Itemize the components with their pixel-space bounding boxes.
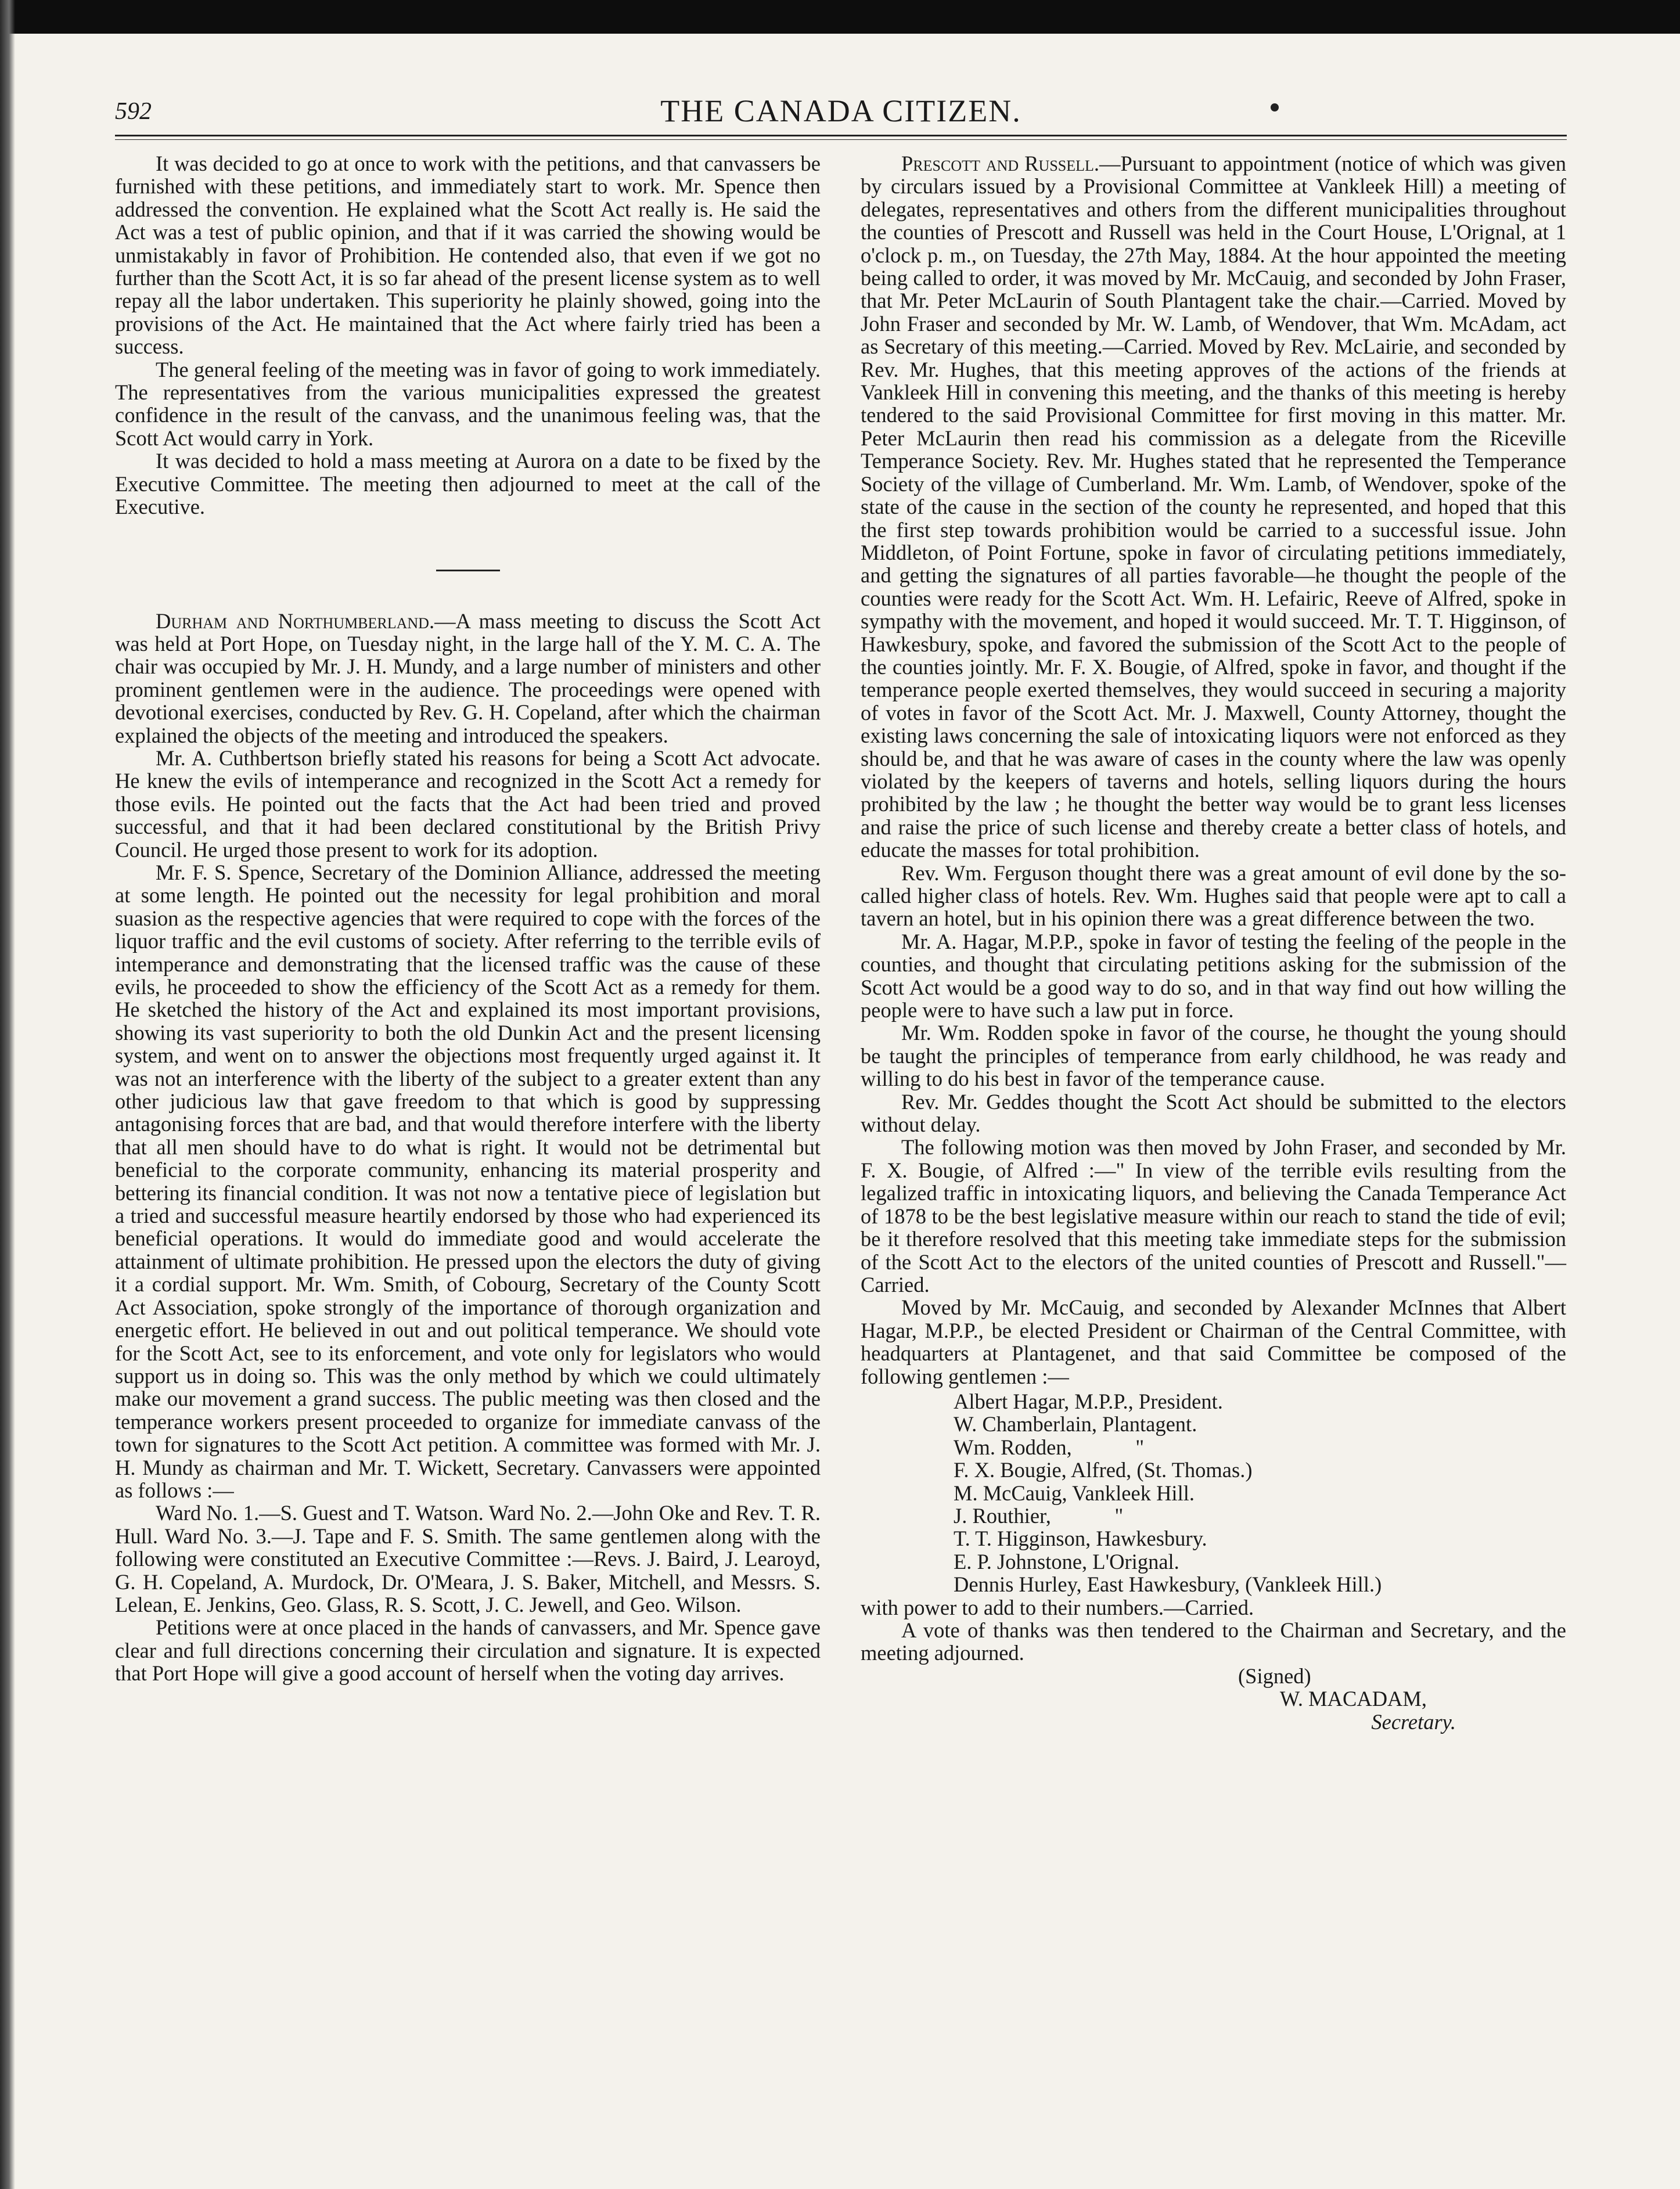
journal-title: THE CANADA CITIZEN. — [660, 93, 1021, 128]
york-paragraph-1: It was decided to go at once to work with the petitions, and that canvassers be furnished with these petitions, and immediately start to work. Mr. Spence then addressed the convention. He explained what the Scott Act really is. He said the Act was a test of public opinion, and that if it was carried the showing would be unmistakably in favor of Prohibition. He contended also, that even if we got no further than the Scott Act, it is so far ahead of the present license system as to well repay all the labor undertaken. This superiority he plainly showed, going into the provisions of the Act. He maintained that the Act where fairly tried has been a success. — [115, 152, 821, 359]
prescott-paragraph-5: Rev. Mr. Geddes thought the Scott Act should be submitted to the electors without delay. — [861, 1089, 1566, 1137]
closing-line: with power to add to their numbers.—Carried. — [861, 1595, 1254, 1619]
durham-heading: Durham and Northumberland. — [156, 609, 435, 633]
committee-member: F. X. Bougie, Alfred, (St. Thomas.) — [954, 1458, 1253, 1482]
prescott-paragraph-2: Rev. Wm. Ferguson thought there was a great amount of evil done by the so-called higher class of hotels. Rev. Wm. Hughes said that people were apt to call a tavern an hotel, but in his opinion there was a great difference between the two. — [861, 861, 1566, 931]
printer-mark — [1271, 103, 1279, 111]
signer-name: W. MACADAM, — [1279, 1687, 1427, 1711]
committee-member: M. McCauig, Vankleek Hill. — [954, 1481, 1195, 1505]
header-rule-thin — [115, 139, 1567, 140]
durham-paragraph-1 — [115, 610, 821, 747]
prescott-paragraph-4: Mr. Wm. Rodden spoke in favor of the course, he thought the young should be taught the principles of temperance from early childhood, he was ready and willing to do his best in favor of the temperance cause. — [861, 1021, 1566, 1091]
committee-member: E. P. Johnstone, L'Orignal. — [954, 1549, 1179, 1574]
section-divider — [436, 570, 500, 571]
committee-member-list — [861, 1390, 1566, 1596]
signed-label: (Signed) — [1238, 1664, 1311, 1688]
committee-member: Dennis Hurley, East Hawkesbury, (Vankleek Hill.) — [954, 1572, 1382, 1597]
durham-lead: —A mass meeting to discuss the Scott Act was held at Port Hope, on Tuesday night, in the large hall of the Y. M. C. A. The chair was occupied by Mr. J. H. Mundy, and a large number of ministers and other prominent gentlemen were in the audience. The proceedings were opened with devotional exercises, conducted by Rev. G. H. Copeland, after which the chairman explained the objects of the meeting and introduced the speakers. — [115, 609, 821, 747]
durham-paragraph-3: Mr. F. S. Spence, Secretary of the Dominion Alliance, addressed the meeting at some length. He pointed out the necessity for legal prohibition and moral suasion as the respective agencies that were required to cope with the forces of the liquor traffic and the evil customs of society. After referring to the terrible evils of intemperance and demonstrating that the licensed traffic was the cause of these evils, he proceeded to show the efficiency of the Scott Act as a remedy for them. He sketched the history of the Act and explained its most important provisions, showing its vast superiority to both the old Dunkin Act and the present licensing system, and went on to answer the objections most frequently urged against it. It was not an interference with the liberty of the subject to a greater extent than any other judicious law that gave freedom to that which is good by suppressing antagonising forces that are bad, and that would therefore interfere with the liberty that all men should have to do what is right. It would not be detrimental but beneficial to the corporate community, enhancing its material prosperity and bettering its financial condition. It was not now a tentative piece of legislation but a tried and successful measure heartily endorsed by those who had experienced its beneficial operations. It would do immediate good and would accelerate the attainment of ultimate prohibition. He pressed upon the electors the duty of giving it a cordial support. Mr. Wm. Smith, of Cobourg, Secretary of the County Scott Act Association, spoke strongly of the importance of thorough organization and energetic effort. He believed in out and out political temperance. We should vote for the Scott Act, see to its enforcement, and vote only for legislators who would support us in doing so. This was the only method by which we could ultimately make our movement a grand success. The public meeting was then closed and the temperance workers present proceeded to organize for immediate canvass of the town for signatures to the Scott Act petition. A committee was formed with Mr. J. H. Mundy as chairman and Mr. T. Wickett, Secretary. Canvassers were appointed as follows :— — [115, 860, 821, 1502]
vote-of-thanks: A vote of thanks was then tendered to the Chairman and Secretary, and the meeting adjourned. — [861, 1618, 1566, 1665]
durham-paragraph-2: Mr. A. Cuthbertson briefly stated his reasons for being a Scott Act advocate. He knew the evils of intemperance and recognized in the Scott Act a remedy for those evils. He pointed out the facts that the Act had been tried and proved successful, and that it had been declared constitutional by the British Privy Council. He urged those present to work for its adoption. — [115, 746, 821, 862]
prescott-heading: Prescott and Russell. — [901, 152, 1100, 175]
committee-member: J. Routhier, " — [954, 1503, 1124, 1528]
committee-member: Wm. Rodden, " — [954, 1435, 1145, 1459]
durham-paragraph-4: Ward No. 1.—S. Guest and T. Watson. Ward No. 2.—John Oke and Rev. T. R. Hull. Ward No. 3.—J. Tape and F. S. Smith. The same gentlemen along with the following were constituted an Executive Committee :—Revs. J. Baird, J. Learoyd, G. H. Copeland, A. Murdock, Dr. O'Meara, J. S. Baker, Mitchell, and Messrs. S. Lelean, E. Jenkins, Geo. Glass, R. S. Scott, J. C. Jewell, and Geo. Wilson. — [115, 1501, 821, 1616]
signer-title: Secretary. — [1371, 1709, 1456, 1734]
header-rule — [115, 135, 1567, 136]
committee-member: W. Chamberlain, Plantagent. — [954, 1412, 1197, 1436]
prescott-lead: —Pursuant to appointment (notice of which was given by circulars issued by a Provisional Committee at Vankleek Hill) a meeting of delegates, representatives and others from the different municipalities throughout the counties of Prescott and Russell was held in the Court House, L'Orignal, at 1 o'clock p. m., on Tuesday, the 27th May, 1884. At the hour appointed the meeting being called to order, it was moved by Mr. McCauig, and seconded by John Fraser, that Mr. Peter McLaurin of South Plantagent take the chair.—Carried. Moved by John Fraser and seconded by Mr. W. Lamb, of Wendover, that Wm. McAdam, act as Secretary of this meeting.—Carried. Moved by Rev. McLairie, and seconded by Rev. Mr. Hughes, that this meeting approves of the actions of the friends at Vankleek Hill in convening this meeting, and the thanks of this meeting is hereby tendered to the said Provisional Committee for first moving in this matter. Mr. Peter McLaurin then read his commission as a delegate from the Riceville Temperance Society. Rev. Mr. Hughes stated that he represented the Temperance Society of the village of Cumberland. Mr. Wm. Lamb, of Wendover, spoke of the state of the cause in the section of the county he represented, and hoped that this the first step towards prohibition would be carried to a successful issue. John Middleton, of Point Fortune, spoke in favor of circulating petitions immediately, and getting the signatures of all parties favorable—he thought the people of the counties were ready for the Scott Act. Wm. H. Lefairic, Reeve of Alfred, spoke in sympathy with the movement, and hoped it would succeed. Mr. T. T. Higginson, of Hawkesbury, spoke, and favored the submission of the Scott Act to the people of the counties jointly. Mr. F. X. Bougie, of Alfred, spoke in favor, and thought if the temperance people exerted themselves, they would succeed in securing a majority of votes in favor of the Scott Act. Mr. J. Maxwell, County Attorney, thought the existing laws concerning the sale of intoxicating liquors were not enforced as they should be, and that he was aware of cases in the county where the law was openly violated by the keepers of taverns and hotels, selling liquors during the hours prohibited by the law ; he thought the better way would be to grant less licenses and raise the price of such license and thereby create a better class of hotels, and educate the masses for total prohibition. — [861, 152, 1566, 862]
top-border-bar — [0, 0, 1680, 34]
right-column — [861, 152, 1566, 2109]
committee-member: Albert Hagar, M.P.P., President. — [954, 1389, 1223, 1413]
york-paragraph-3: It was decided to hold a mass meeting at Aurora on a date to be fixed by the Executive Committee. The meeting then adjourned to meet at the call of the Executive. — [115, 449, 821, 519]
prescott-paragraph-7: Moved by Mr. McCauig, and seconded by Alexander McInnes that Albert Hagar, M.P.P., be elected President or Chairman of the Central Committee, with headquarters at Plantagenet, and that said Committee be composed of the following gentlemen :— — [861, 1295, 1566, 1388]
page-binding-edge — [0, 0, 15, 2189]
york-paragraph-2: The general feeling of the meeting was in favor of going to work immediately. The representatives from the various municipalities expressed the greatest confidence in the result of the canvass, and the unanimous feeling was, that the Scott Act would carry in York. — [115, 357, 821, 450]
committee-member: T. T. Higginson, Hawkesbury. — [954, 1526, 1207, 1551]
prescott-paragraph-1 — [861, 152, 1566, 862]
left-column — [115, 152, 821, 2109]
prescott-paragraph-3: Mr. A. Hagar, M.P.P., spoke in favor of testing the feeling of the people in the counties, and thought that circulating petitions asking for the submission of the Scott Act would be a good way to do so, and in that way find out how willing the people were to have such a law put in force. — [861, 929, 1566, 1023]
page-number: 592 — [115, 98, 152, 125]
prescott-paragraph-6: The following motion was then moved by John Fraser, and seconded by Mr. F. X. Bougie, of Alfred :—" In view of the terrible evils resulting from the legalized traffic in intoxicating liquors, and believing the Canada Temperance Act of 1878 to be the best legislative measure within our reach to stand the tide of evil; be it therefore resolved that this meeting take immediate steps for the submission of the Scott Act to the electors of the united counties of Prescott and Russell."—Carried. — [861, 1135, 1566, 1297]
page-header — [115, 87, 1567, 128]
durham-paragraph-5: Petitions were at once placed in the hands of canvassers, and Mr. Spence gave clear and full directions concerning their circulation and signature. It is expected that Port Hope will give a good account of herself when the voting day arrives. — [115, 1615, 821, 1686]
